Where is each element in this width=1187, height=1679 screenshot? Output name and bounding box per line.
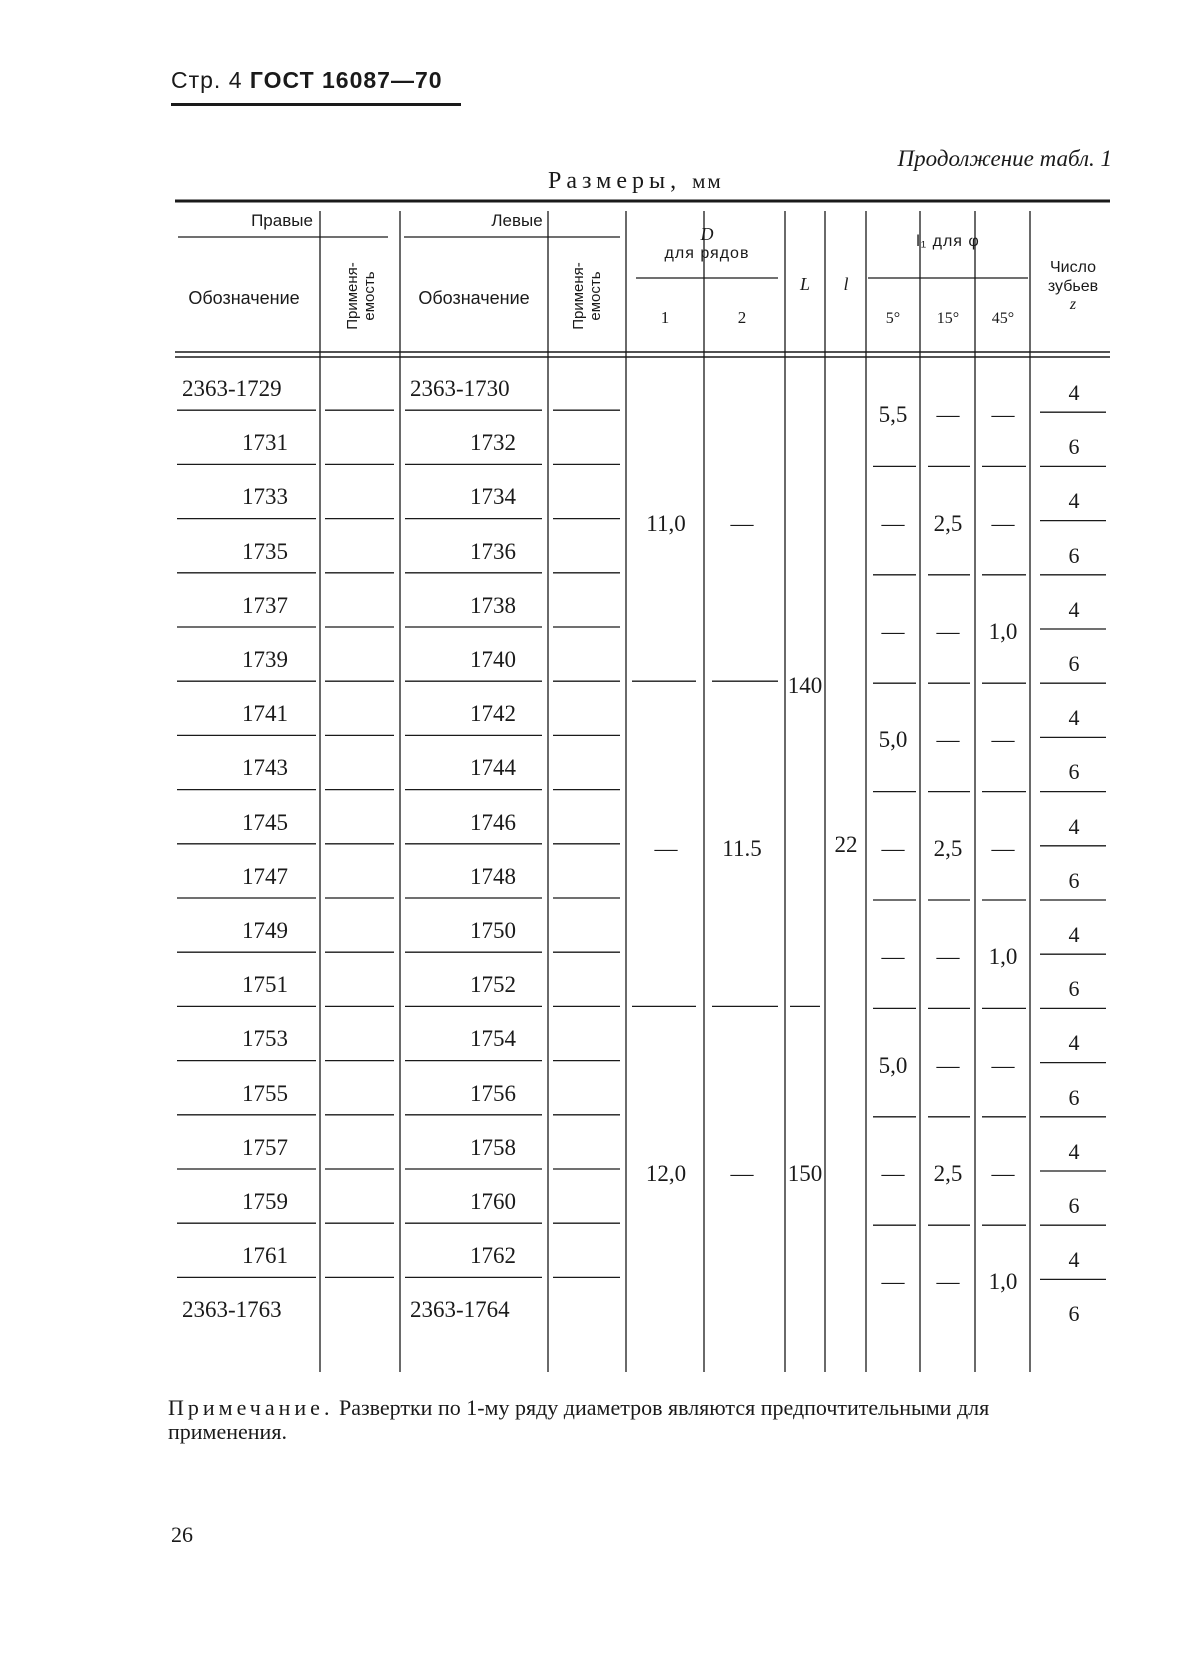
row-right-designation: 1737 xyxy=(242,592,288,618)
header-designation-right: Обозначение xyxy=(188,288,300,308)
header-l1: l₁ для φ xyxy=(916,233,980,250)
l1-angle15-value: 2,5 xyxy=(933,510,963,536)
header-L: L xyxy=(799,274,811,294)
header-l: l xyxy=(843,274,849,294)
row-teeth-count: 4 xyxy=(1068,1030,1080,1056)
l1-angle45-value: 1,0 xyxy=(988,944,1018,970)
l1-angle5-value: 5,5 xyxy=(878,402,908,428)
row-left-designation: 1752 xyxy=(470,972,516,998)
header-z: z xyxy=(1069,296,1077,313)
header-for-rows: для рядов xyxy=(664,245,750,262)
row-teeth-count: 6 xyxy=(1068,1301,1080,1327)
row-left-designation: 1760 xyxy=(470,1189,516,1214)
l1-angle15-value: 2,5 xyxy=(933,1161,963,1186)
L-value-1: 140 xyxy=(787,673,823,699)
l1-angle5-value: — xyxy=(881,835,905,861)
header-right: Правые xyxy=(251,211,313,230)
note-label: Примечание. xyxy=(168,1395,334,1420)
row-right-designation: 1743 xyxy=(242,755,288,781)
row-right-designation: 1745 xyxy=(242,809,288,835)
row-right-designation: 1749 xyxy=(242,918,288,943)
l1-angle5-value: 5,0 xyxy=(878,1052,908,1078)
row-teeth-count: 6 xyxy=(1068,1084,1080,1110)
row-left-designation: 2363-1764 xyxy=(410,1297,510,1323)
header-designation-left: Обозначение xyxy=(418,288,530,308)
row-right-designation: 1757 xyxy=(242,1134,288,1160)
d-row2-value: — xyxy=(730,510,754,536)
row-left-designation: 1740 xyxy=(470,647,516,672)
l1-angle45-value: 1,0 xyxy=(988,619,1018,644)
sizes-unit: мм xyxy=(692,169,723,193)
row-teeth-count: 6 xyxy=(1068,651,1080,676)
row-left-designation: 1736 xyxy=(470,538,516,564)
row-teeth-count: 4 xyxy=(1068,380,1080,405)
row-right-designation: 1753 xyxy=(242,1026,288,1052)
page-label: Стр. 4 xyxy=(171,67,243,93)
row-left-designation: 1748 xyxy=(470,863,516,889)
row-right-designation: 1751 xyxy=(242,972,288,998)
row-left-designation: 2363-1730 xyxy=(410,376,510,401)
table-note xyxy=(168,1396,1108,1444)
row-left-designation: 1744 xyxy=(470,755,516,781)
l1-angle15-value: — xyxy=(936,727,960,753)
row-right-designation: 2363-1763 xyxy=(182,1297,282,1323)
row-left-designation: 1734 xyxy=(470,484,516,510)
row-teeth-count: 4 xyxy=(1068,813,1080,839)
l-value: 22 xyxy=(834,831,858,857)
table-continuation: Продолжение табл. 1 xyxy=(897,146,1112,171)
l1-angle15-value: — xyxy=(936,944,960,970)
d-row1-value: 11,0 xyxy=(646,510,686,536)
header-z-line1: Число xyxy=(1049,259,1097,276)
l1-angle5-value: — xyxy=(881,1269,905,1295)
d-row2-value: 11.5 xyxy=(722,835,762,861)
header-row-1: 1 xyxy=(660,308,670,327)
row-left-designation: 1754 xyxy=(470,1026,516,1052)
header-applicability-left: Применя-емость xyxy=(570,262,604,330)
row-teeth-count: 4 xyxy=(1068,596,1080,622)
row-right-designation: 1735 xyxy=(242,538,288,564)
header-angle-5: 5° xyxy=(885,310,901,327)
row-left-designation: 1738 xyxy=(470,592,516,618)
l1-angle5-value: — xyxy=(881,510,905,536)
row-right-designation: 1741 xyxy=(242,701,288,727)
row-right-designation: 1731 xyxy=(242,430,288,456)
d-row1-value: 12,0 xyxy=(645,1161,687,1186)
row-right-designation: 1755 xyxy=(242,1080,288,1106)
l1-angle5-value: — xyxy=(881,619,905,644)
row-teeth-count: 4 xyxy=(1068,1138,1080,1164)
l1-angle45-value: 1,0 xyxy=(988,1269,1018,1295)
l1-angle45-value: — xyxy=(991,727,1015,753)
l1-angle5-value: — xyxy=(881,1161,905,1186)
l1-angle45-value: — xyxy=(991,1052,1015,1078)
L-value-2: 150 xyxy=(787,1161,823,1186)
l1-angle15-value: — xyxy=(936,402,960,428)
row-right-designation: 1739 xyxy=(242,647,288,672)
row-right-designation: 1747 xyxy=(242,863,288,889)
l1-angle45-value: — xyxy=(991,402,1015,428)
row-right-designation: 1761 xyxy=(242,1243,288,1269)
d-row1-value: — xyxy=(654,835,678,861)
row-teeth-count: 6 xyxy=(1068,434,1080,460)
page-number: 26 xyxy=(171,1522,193,1547)
row-right-designation: 1759 xyxy=(242,1189,288,1214)
l1-angle45-value: — xyxy=(991,835,1015,861)
l1-angle45-value: — xyxy=(991,1161,1015,1186)
row-teeth-count: 4 xyxy=(1068,488,1080,514)
row-teeth-count: 6 xyxy=(1068,759,1080,785)
header-applicability-right: Применя-емость xyxy=(344,262,378,330)
l1-angle5-value: — xyxy=(881,944,905,970)
l1-angle15-value: — xyxy=(936,619,960,644)
standard-number: ГОСТ 16087—70 xyxy=(249,67,443,93)
row-right-designation: 1733 xyxy=(242,484,288,510)
row-left-designation: 1732 xyxy=(470,430,516,456)
header-left: Левые xyxy=(491,211,543,230)
header-angle-15: 15° xyxy=(936,310,960,327)
row-right-designation: 2363-1729 xyxy=(182,376,282,401)
row-left-designation: 1742 xyxy=(470,701,516,727)
row-left-designation: 1756 xyxy=(470,1080,516,1106)
row-left-designation: 1762 xyxy=(470,1243,516,1269)
l1-angle45-value: — xyxy=(991,510,1015,536)
l1-angle5-value: 5,0 xyxy=(878,727,908,753)
header-angle-45: 45° xyxy=(991,310,1015,327)
l1-angle15-value: — xyxy=(936,1052,960,1078)
row-left-designation: 1746 xyxy=(470,809,516,835)
l1-angle15-value: 2,5 xyxy=(933,835,963,861)
row-teeth-count: 6 xyxy=(1068,867,1080,893)
header-z-line2: зубьев xyxy=(1047,278,1099,295)
row-teeth-count: 4 xyxy=(1068,1247,1080,1273)
d-row2-value: — xyxy=(730,1161,754,1186)
header-row-2: 2 xyxy=(737,308,747,327)
l1-angle15-value: — xyxy=(936,1269,960,1295)
row-left-designation: 1758 xyxy=(470,1134,516,1160)
row-left-designation: 1750 xyxy=(470,918,516,943)
row-teeth-count: 4 xyxy=(1068,705,1080,731)
note-text: Развертки по 1-му ряду диаметров являются предпочтительными для применения. xyxy=(168,1395,990,1444)
row-teeth-count: 4 xyxy=(1068,922,1080,947)
sizes-word: Размеры, xyxy=(548,168,682,194)
header-d: D xyxy=(700,224,714,244)
row-teeth-count: 6 xyxy=(1068,1193,1080,1218)
row-teeth-count: 6 xyxy=(1068,542,1080,568)
row-teeth-count: 6 xyxy=(1068,976,1080,1002)
